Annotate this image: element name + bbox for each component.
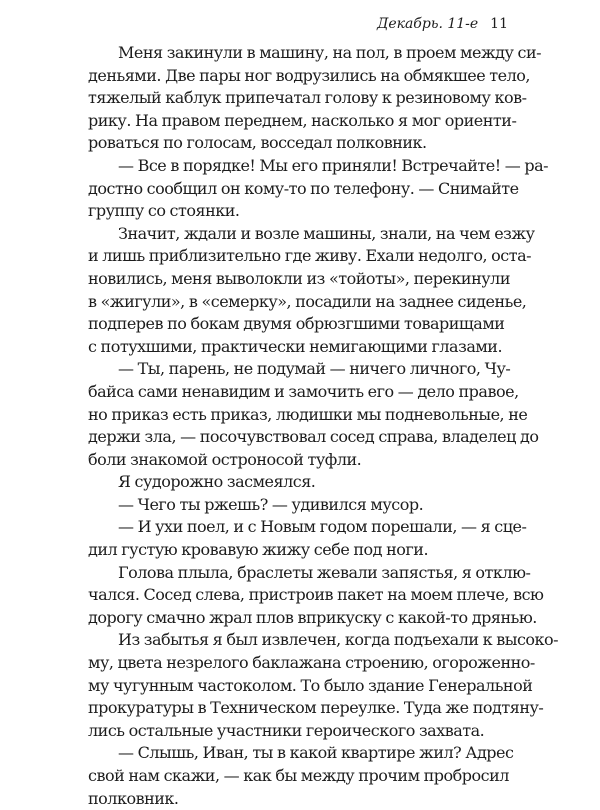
text-line: прокуратуры в Техническом переулке. Туда же подтяну- [88, 698, 544, 718]
text-line: боли знакомой остроносой туфли. [88, 449, 362, 469]
body-text [88, 42, 559, 810]
text-line: группу со стоянки. [88, 201, 240, 221]
text-line: дорогу смачно жрал плов вприкуску с какой-то дрянью. [88, 607, 537, 627]
text-line: чался. Сосед слева, пристроив пакет на моем плече, всю [88, 585, 544, 605]
text-line: байса сами ненавидим и замочить его — дело правое, [88, 381, 519, 401]
text-line: свой нам скажи, — как бы между прочим пробросил [88, 766, 509, 785]
text-line: полковник. [88, 788, 179, 808]
text-line: — Все в порядке! Мы его приняли! Встречайте! — ра- [118, 155, 549, 175]
text-line: подперев по бокам двумя обрюзгшими товарищами [88, 314, 505, 334]
text-line: но приказ есть приказ, людишки мы подневольные, не [88, 404, 528, 424]
text-line: рику. На правом переднем, насколько я мог ориенти- [88, 110, 517, 130]
page-number: 11 [490, 16, 508, 32]
text-line: Значит, ждали и возле машины, знали, на чем езжу [118, 223, 535, 243]
running-header [377, 16, 508, 32]
text-line: — Чего ты ржешь? — удивился мусор. [118, 494, 424, 514]
text-line: роваться по голосам, восседал полковник. [88, 133, 427, 153]
text-line: достно сообщил он кому-то по телефону. — Снимайте [88, 178, 519, 198]
text-line: — И ухи поел, и с Новым годом порешали, — я сце- [118, 517, 527, 537]
text-line: Из забытья я был извлечен, когда подъехали к высоко- [118, 630, 559, 650]
text-line: Голова плыла, браслеты жевали запястья, я отклю- [118, 562, 531, 582]
running-title: Декабрь. 11-е [376, 16, 479, 32]
text-line: и лишь приблизительно где живу. Ехали недолго, оста- [88, 246, 532, 266]
text-line: деньями. Две пары ног водрузились на обмякшее тело, [88, 65, 530, 85]
text-line: Меня закинули в машину, на пол, в проем между си- [118, 43, 542, 62]
text-line: новились, меня выволокли из «тойоты», перекинули [88, 268, 510, 288]
text-line: — Слышь, Иван, ты в какой квартире жил? Адрес [118, 743, 514, 763]
text-line: — Ты, парень, не подумай — ничего личного, Чу- [118, 359, 511, 379]
text-line: в «жигули», в «семерку», посадили на заднее сиденье, [88, 291, 527, 311]
text-line: с потухшими, практически немигающими глазами. [88, 336, 503, 356]
text-line: держи зла, — посочувствовал сосед справа, владелец до [88, 427, 539, 447]
text-line: му, цвета незрелого баклажана строению, огороженно- [88, 653, 535, 673]
text-line: тяжелый каблук припечатал голову к резиновому ков- [88, 88, 527, 108]
text-line: Я судорожно засмеялся. [118, 472, 316, 492]
text-line: лись остальные участники героического захвата. [88, 720, 485, 740]
text-line: дил густую кровавую жижу себе под ноги. [88, 540, 429, 560]
text-line: му чугунным частоколом. То было здание Генеральной [88, 675, 533, 695]
